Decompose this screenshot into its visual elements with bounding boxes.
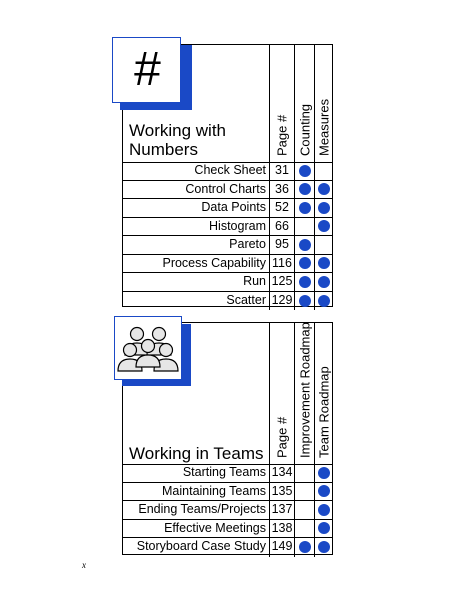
table-row [123, 464, 332, 483]
filled-dot-icon [299, 202, 311, 214]
table-row [123, 483, 332, 502]
row-page-number: 138 [269, 520, 294, 538]
column-header-measures [314, 45, 333, 162]
row-page-number: 135 [269, 483, 294, 501]
row-page-number: 95 [269, 236, 294, 254]
hash-icon [112, 37, 192, 110]
table-row [123, 501, 332, 520]
filled-dot-icon [318, 467, 330, 479]
column-header-page-label: Page # [274, 114, 290, 156]
row-name: Run [243, 274, 266, 288]
column-header-measures-label: Measures [316, 98, 332, 156]
table-row [123, 255, 332, 274]
table-body [123, 162, 332, 310]
row-name: Storyboard Case Study [136, 539, 266, 553]
icon-box [114, 316, 182, 380]
title-line-2: Numbers [129, 140, 198, 159]
column-header-team-roadmap-label: Team Roadmap [316, 366, 332, 458]
filled-dot-icon [299, 239, 311, 251]
row-cell-c2 [314, 483, 333, 501]
table-row [123, 236, 332, 255]
row-cell-c2 [314, 199, 333, 217]
people-group-icon [114, 316, 191, 386]
row-cell-c2 [314, 464, 333, 482]
row-name: Data Points [201, 200, 266, 214]
row-cell-c2 [314, 538, 333, 557]
filled-dot-icon [318, 202, 330, 214]
column-header-counting [294, 45, 314, 162]
column-header-page [269, 323, 294, 464]
row-page-number: 31 [269, 162, 294, 180]
section-title: Working in Teams [129, 444, 264, 463]
hash-glyph: # [134, 43, 161, 96]
filled-dot-icon [299, 257, 311, 269]
filled-dot-icon [318, 541, 330, 553]
row-page-number: 125 [269, 273, 294, 291]
row-cell-c1 [294, 520, 314, 538]
footer-mark: x [82, 560, 86, 570]
filled-dot-icon [299, 541, 311, 553]
row-page-number: 52 [269, 199, 294, 217]
row-cell-c1 [294, 162, 314, 180]
row-cell-c2 [314, 273, 333, 291]
row-cell-c2 [314, 218, 333, 236]
row-cell-c1 [294, 483, 314, 501]
row-cell-c2 [314, 181, 333, 199]
filled-dot-icon [318, 276, 330, 288]
row-cell-c2 [314, 255, 333, 273]
people-group-svg [115, 317, 181, 379]
filled-dot-icon [318, 295, 330, 307]
row-cell-c1 [294, 292, 314, 311]
icon-box [112, 37, 181, 103]
filled-dot-icon [299, 183, 311, 195]
filled-dot-icon [318, 257, 330, 269]
table-row [123, 538, 332, 557]
row-name: Effective Meetings [164, 520, 266, 535]
column-header-improvement-roadmap-label: Improvement Roadmap [297, 322, 312, 458]
row-name: Pareto [229, 237, 266, 251]
table-row [123, 218, 332, 237]
title-line-1: Working with [129, 121, 226, 140]
table-row [123, 520, 332, 539]
row-page-number: 66 [269, 218, 294, 236]
row-page-number: 149 [269, 538, 294, 557]
row-cell-c1 [294, 273, 314, 291]
filled-dot-icon [318, 220, 330, 232]
filled-dot-icon [318, 522, 330, 534]
table-row [123, 199, 332, 218]
row-cell-c2 [314, 292, 333, 311]
filled-dot-icon [318, 504, 330, 516]
table-row [123, 162, 332, 181]
row-name: Maintaining Teams [162, 483, 266, 498]
column-header-page [269, 45, 294, 162]
filled-dot-icon [318, 183, 330, 195]
row-page-number: 129 [269, 292, 294, 311]
row-name: Ending Teams/Projects [138, 502, 266, 516]
row-cell-c1 [294, 181, 314, 199]
row-page-number: 116 [269, 255, 294, 273]
row-cell-c1 [294, 538, 314, 557]
row-cell-c2 [314, 162, 333, 180]
filled-dot-icon [299, 165, 311, 177]
row-name: Process Capability [162, 255, 266, 270]
row-cell-c1 [294, 255, 314, 273]
row-cell-c1 [294, 464, 314, 482]
row-page-number: 137 [269, 501, 294, 519]
table-row [123, 273, 332, 292]
column-header-team-roadmap [314, 323, 333, 464]
column-header-counting-label: Counting [297, 103, 312, 156]
row-cell-c1 [294, 218, 314, 236]
row-page-number: 134 [269, 464, 294, 482]
column-header-page-label: Page # [274, 416, 290, 458]
row-cell-c1 [294, 236, 314, 254]
row-cell-c2 [314, 520, 333, 538]
column-header-improvement-roadmap [294, 323, 314, 464]
row-cell-c2 [314, 236, 333, 254]
filled-dot-icon [318, 485, 330, 497]
row-name: Starting Teams [182, 465, 266, 479]
row-cell-c2 [314, 501, 333, 519]
row-name: Histogram [209, 218, 266, 233]
table-row [123, 292, 332, 311]
row-cell-c1 [294, 199, 314, 217]
table-row [123, 181, 332, 200]
filled-dot-icon [299, 276, 311, 288]
table-body [123, 464, 332, 557]
row-page-number: 36 [269, 181, 294, 199]
section-title [129, 121, 226, 159]
row-cell-c1 [294, 501, 314, 519]
filled-dot-icon [299, 295, 311, 307]
row-name: Control Charts [185, 181, 266, 196]
row-name: Scatter [226, 292, 266, 307]
row-name: Check Sheet [194, 163, 266, 177]
